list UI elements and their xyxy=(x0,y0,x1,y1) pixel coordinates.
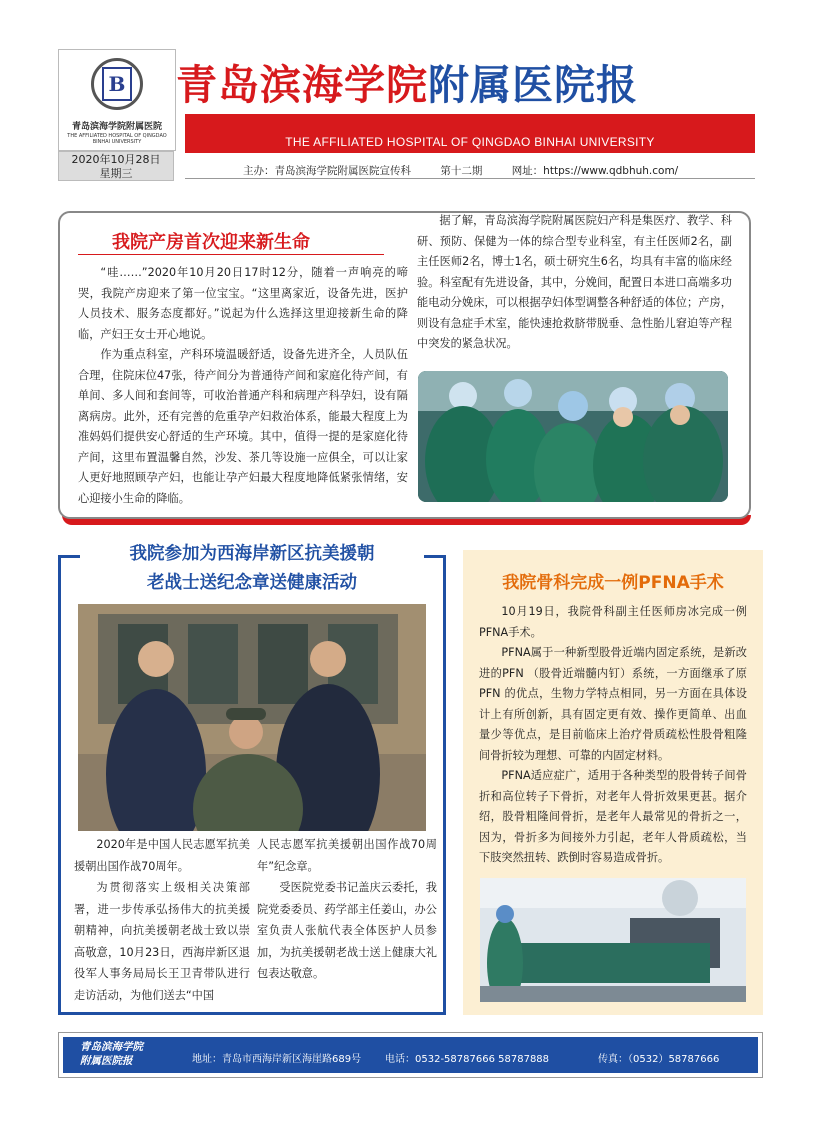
article2-column-2 xyxy=(257,834,437,985)
article1-title-rule xyxy=(78,254,384,255)
article2-paragraph: 2020年是中国人民志愿军抗美援朝出国作战70周年。 xyxy=(74,838,250,873)
veteran-visit-illustration xyxy=(78,604,426,831)
logo-text xyxy=(63,122,171,145)
footer-phone: 电话：0532-58787666 58787888 xyxy=(385,1054,550,1065)
article3-paragraph: PFNA属于一种新型股骨近端内固定系统，是新改进的PFN （股骨近端髓内钉）系统，一方面继承了原PFN 的优点，生物力学特点相同，另一方面在具体设计上有所创新，具有固定更有效、操作更简单、出血量少等优点，是目前临床上治疗骨质疏松性股骨粗隆间骨折较为理想、可靠的内固定材料。 xyxy=(479,646,747,762)
masthead-title-red: 青岛滨海学院 xyxy=(176,61,428,109)
issue-date-box xyxy=(58,151,174,181)
footer-name-line2: 附属医院报 xyxy=(80,1055,133,1067)
issue-number: 第十二期 xyxy=(440,165,483,177)
footer-fax: 传真：（0532）58787666 xyxy=(598,1054,720,1065)
masthead-english: THE AFFILIATED HOSPITAL OF QINGDAO BINHAI UNIVERSITY xyxy=(185,131,755,153)
pfna-surgery-illustration xyxy=(480,878,746,1002)
article2-title-line1: 我院参加为西海岸新区抗美援朝 xyxy=(129,544,375,564)
article2-paragraph: 受医院党委书记盖庆云委托，我院党委委员、药学部主任姜山，办公室负责人张航代表全体医护人员参加，为抗美援朝老战士送上健康大礼包表达敬意。 xyxy=(257,881,437,980)
article3-paragraph: 10月19日，我院骨科副主任医师房冰完成一例PFNA手术。 xyxy=(479,605,747,639)
logo-name: 青岛滨海学院附属医院 xyxy=(71,122,162,132)
article3-body xyxy=(479,602,747,869)
article2-title-line2: 老战士送纪念章送健康活动 xyxy=(147,573,357,593)
article2-column-1 xyxy=(74,834,250,1006)
article1-paragraph: “哇……”2020年10月20日17时12分，随着一声响亮的啼哭，我院产房迎来了第一位宝宝。“这里离家近，设备先进，医护人员技术、服务态度都好。”说起为什么选择这里迎接新生命的降临，产妇王女士开心地说。 xyxy=(78,266,408,341)
delivery-room-photo xyxy=(418,371,728,502)
veteran-visit-photo xyxy=(78,604,426,831)
article1-paragraph: 据了解，青岛滨海学院附属医院妇产科是集医疗、教学、科研、预防、保健为一体的综合型专业科室，有主任医师2名，副主任医师2名，博士1名，硕士研究生6名，均具有丰富的临床经验。科室配有先进设备，其中，分娩间，配置日本进口高端多功能电动分娩床，可以根据孕妇体型调整各种舒适的体位；产房，则设有急症手术室，能快速抢救脐带脱垂、急性胎儿窘迫等产程中突发的紧急状况。 xyxy=(417,214,732,350)
article3-paragraph: PFNA适应症广，适用于各种类型的股骨转子间骨折和高位转子下骨折，对老年人骨折效果更甚。据介绍，股骨粗隆间骨折，是老年人最常见的骨折之一，因为，骨折多为间接外力引起，老年人骨质疏松，当下肢突然扭转、跌倒时容易造成骨折。 xyxy=(479,769,747,864)
masthead-title xyxy=(176,52,638,111)
logo-subtext: THE AFFILIATED HOSPITAL OF QINGDAO BINHAI UNIVERSITY xyxy=(67,132,167,145)
footer-address: 地址：青岛市西海岸新区海崖路689号 xyxy=(192,1054,362,1065)
logo-mark: B xyxy=(102,67,132,101)
issue-weekday: 星期三 xyxy=(99,167,133,180)
delivery-room-illustration xyxy=(418,371,728,502)
masthead-title-blue: 附属医院报 xyxy=(428,61,638,109)
article2-title xyxy=(80,540,424,598)
issue-date: 2020年10月28日 xyxy=(71,153,161,166)
footer-name-line1: 青岛滨海学院 xyxy=(80,1041,143,1053)
sponsor-text: 主办：青岛滨海学院附属医院宣传科 xyxy=(243,165,411,177)
article2-paragraph: 为贯彻落实上级相关决策部署，进一步传承弘扬伟大的抗美援朝精神，向抗美援朝老战士致以崇高敬意，10月23日，西海岸新区退役军人事务局局长王卫青带队进行走访活动，为他们送去“中国 xyxy=(74,881,250,1002)
article2-paragraph-continued: 人民志愿军抗美援朝出国作战70周年”纪念章。 xyxy=(257,838,437,873)
publication-info xyxy=(243,163,690,178)
article1-column-1 xyxy=(78,263,408,509)
article1-title: 我院产房首次迎来新生命 xyxy=(112,232,310,253)
pfna-surgery-photo xyxy=(480,878,746,1002)
website-link[interactable]: 网址：https://www.qdbhuh.com/ xyxy=(511,165,679,177)
article1-paragraph: 作为重点科室，产科环境温暖舒适，设备先进齐全，人员队伍合理，住院床位47张，待产间分为普通待产间和家庭化待产间，有单间、多人间和套间等，可收治普通产科和病理产科孕妇，设有隔离病房。此外，还有完善的危重孕产妇救治体系，能最大程度上为准妈妈们提供安心舒适的生产环境。其中，值得一提的是家庭化待产间，这里布置温馨自然，沙发、茶几等设施一应俱全，可以让家人更好地照顾孕产妇，也能让孕产妇最大程度地降低紧张情绪，安心迎接小生命的降临。 xyxy=(78,348,408,505)
footer-publication-name xyxy=(80,1040,143,1068)
article1-column-2 xyxy=(417,211,732,355)
logo-seal-icon xyxy=(91,58,143,110)
hospital-logo xyxy=(58,49,176,151)
masthead-band xyxy=(185,114,755,132)
header-divider xyxy=(185,178,755,179)
article3-title: 我院骨科完成一例PFNA手术 xyxy=(502,573,724,593)
